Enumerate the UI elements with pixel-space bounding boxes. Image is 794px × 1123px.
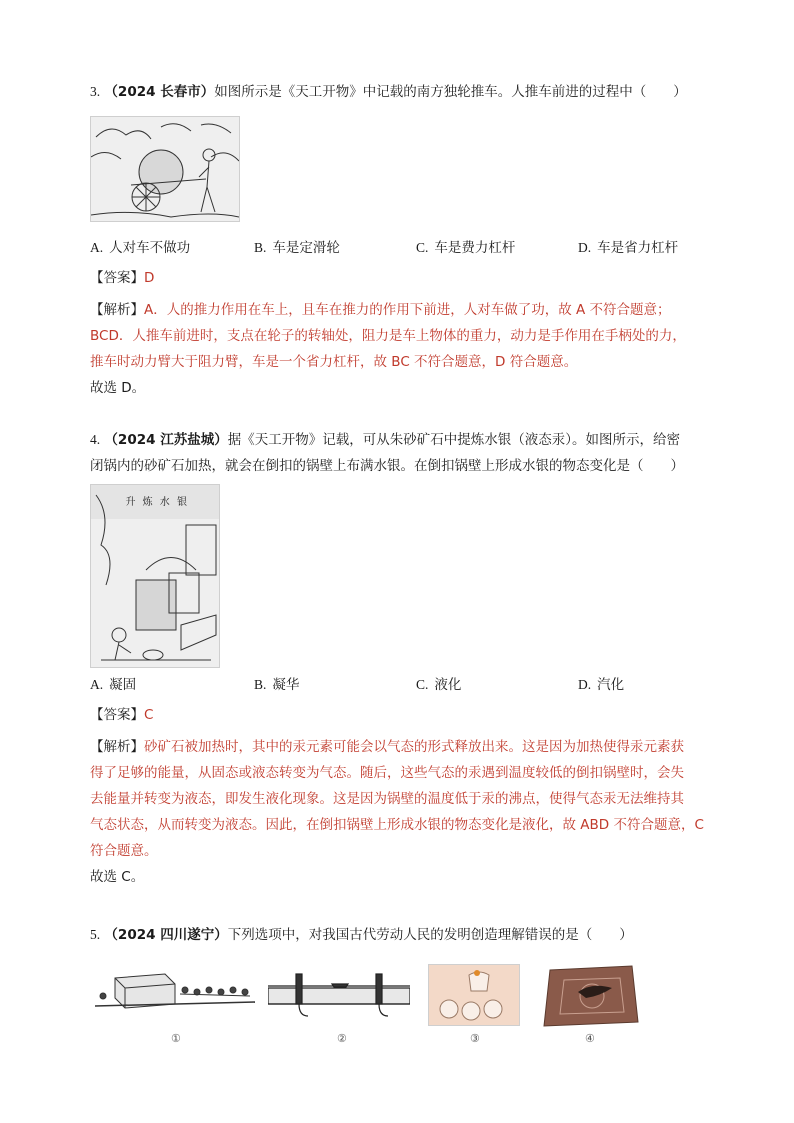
answer-value: C: [144, 707, 154, 723]
option-text: 凝固: [109, 677, 137, 693]
analysis-label: 【解析】: [90, 739, 144, 755]
option-letter: D.: [578, 677, 592, 692]
conclusion: 故选 C。: [90, 869, 145, 885]
cupping-illustration: [428, 964, 520, 1026]
option-c[interactable]: [416, 238, 515, 258]
caption-2: ②: [337, 1033, 347, 1045]
option-a[interactable]: [90, 238, 190, 258]
option-text: 凝华: [272, 677, 300, 693]
option-letter: D.: [578, 240, 592, 255]
canal-lock-illustration: [268, 970, 410, 1020]
question-source: （2024 江苏盐城）: [104, 432, 228, 448]
option-letter: C.: [416, 677, 429, 692]
question-5-stem: [90, 925, 730, 945]
question-text-line: 闭锅内的砂矿石加热，就会在倒扣的锅壁上布满水银。在倒扣锅壁上形成水银的物态变化是（ ）: [90, 458, 684, 474]
analysis-block: [90, 734, 730, 890]
analysis-line: BCD．人推车前进时，支点在轮子的转轴处，阻力是车上物体的重力，动力是手作用在手柄处的力，: [90, 328, 686, 344]
option-letter: B.: [254, 240, 267, 255]
option-a[interactable]: [90, 675, 136, 695]
analysis-block: [90, 297, 730, 401]
analysis-line: 气态状态，从而转变为液态。因此，在倒扣锅壁上形成水银的物态变化是液化，故 ABD 不符合题意，C: [90, 817, 704, 833]
answer-value: D: [144, 270, 155, 286]
option-b[interactable]: [254, 238, 340, 258]
image-title: 升 炼 水 银: [125, 497, 189, 508]
option-d[interactable]: [578, 238, 678, 258]
option-text: 汽化: [597, 677, 625, 693]
analysis-line: 砂矿石被加热时，其中的汞元素可能会以气态的形式释放出来。这是因为加热使得汞元素获: [144, 739, 684, 755]
caption-1: ①: [171, 1033, 181, 1045]
analysis-line: 推车时动力臂大于阻力臂，车是一个省力杠杆，故 BC 不符合题意，D 符合题意。: [90, 354, 578, 370]
option-letter: A.: [90, 677, 104, 692]
analysis-line: 去能量并转变为液态，即发生液化现象。这是因为锅壁的温度低于汞的沸点，使得气态汞无法维持其: [90, 791, 684, 807]
analysis-line: A．人的推力作用在车上，且车在推力的作用下前进，人对车做了功，故 A 不符合题意；: [144, 302, 671, 318]
question-source: （2024 长春市）: [104, 84, 215, 100]
analysis-line: 符合题意。: [90, 843, 158, 859]
moving-stone-illustration: [95, 968, 255, 1020]
option-letter: A.: [90, 240, 104, 255]
mercury-refining-illustration: [90, 484, 220, 668]
caption-3: ③: [470, 1033, 480, 1045]
analysis-label: 【解析】: [90, 302, 144, 318]
question-text: 如图所示是《天工开物》中记载的南方独轮推车。人推车前进的过程中（ ）: [214, 84, 687, 100]
answer-line: [90, 268, 154, 288]
question-4-stem: [90, 430, 730, 450]
question-text: 据《天工开物》记载，可从朱砂矿石中提炼水银（液态汞）。如图所示，给密: [227, 432, 680, 448]
question-source: （2024 四川遂宁）: [104, 927, 228, 943]
conclusion: 故选 D。: [90, 380, 146, 396]
option-text: 车是费力杠杆: [434, 240, 516, 256]
answer-label: 【答案】: [90, 707, 144, 723]
option-d[interactable]: [578, 675, 624, 695]
answer-line: [90, 705, 153, 725]
sinan-compass-illustration: [540, 962, 640, 1028]
option-b[interactable]: [254, 675, 299, 695]
option-text: 车是省力杠杆: [597, 240, 679, 256]
question-number: 4.: [90, 432, 101, 447]
question-3-stem: [90, 82, 730, 102]
question-number: 3.: [90, 84, 101, 99]
answer-label: 【答案】: [90, 270, 144, 286]
option-text: 车是定滑轮: [272, 240, 340, 256]
caption-4: ④: [585, 1033, 595, 1045]
option-letter: B.: [254, 677, 267, 692]
option-text: 液化: [434, 677, 462, 693]
option-letter: C.: [416, 240, 429, 255]
option-c[interactable]: [416, 675, 461, 695]
question-number: 5.: [90, 927, 101, 942]
analysis-line: 得了足够的能量，从固态或液态转变为气态。随后，这些气态的汞遇到温度较低的倒扣锅壁时，会失: [90, 765, 684, 781]
option-text: 人对车不做功: [109, 240, 191, 256]
wheelbarrow-illustration: [90, 116, 240, 222]
question-text: 下列选项中，对我国古代劳动人民的发明创造理解错误的是（ ）: [227, 927, 633, 943]
